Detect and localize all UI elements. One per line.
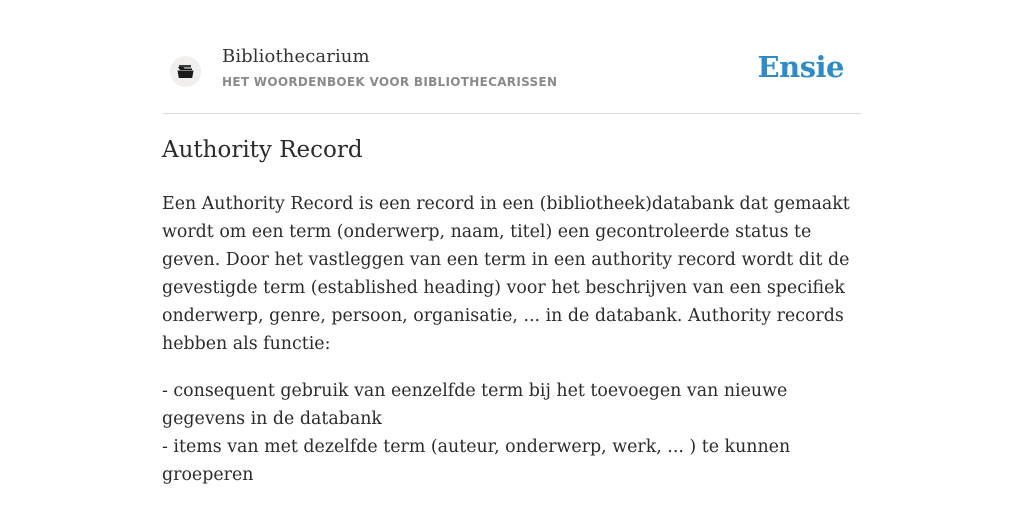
site-header bbox=[162, 40, 862, 114]
page bbox=[162, 0, 862, 512]
folder-icon bbox=[177, 64, 194, 79]
article-list bbox=[162, 377, 866, 489]
site-title[interactable]: Bibliothecarium bbox=[222, 46, 370, 67]
list-item: - consequent gebruik van eenzelfde term bij het toevoegen van nieuwe gegevens in de databank bbox=[162, 381, 788, 429]
article-paragraph: Een Authority Record is een record in een (bibliotheek)databank dat gemaakt wordt om een term (onderwerp, naam, titel) een gecontroleerde status te geven. Door het vastleggen van een term in een authority record wordt dit de gevestigde term (established heading) voor het beschrijven van een specifiek onderwerp, genre, persoon, organisatie, ... in de databank. Authority records hebben als functie: bbox=[162, 194, 850, 354]
list-item: - items van met dezelfde term (auteur, onderwerp, werk, ... ) te kunnen groeperen bbox=[162, 437, 791, 485]
article-body bbox=[162, 190, 866, 508]
article-title: Authority Record bbox=[162, 137, 363, 163]
site-logo[interactable] bbox=[170, 56, 201, 87]
ensie-brand-link[interactable]: Ensie bbox=[757, 50, 844, 84]
site-subtitle: HET WOORDENBOEK VOOR BIBLIOTHECARISSEN bbox=[222, 75, 558, 89]
